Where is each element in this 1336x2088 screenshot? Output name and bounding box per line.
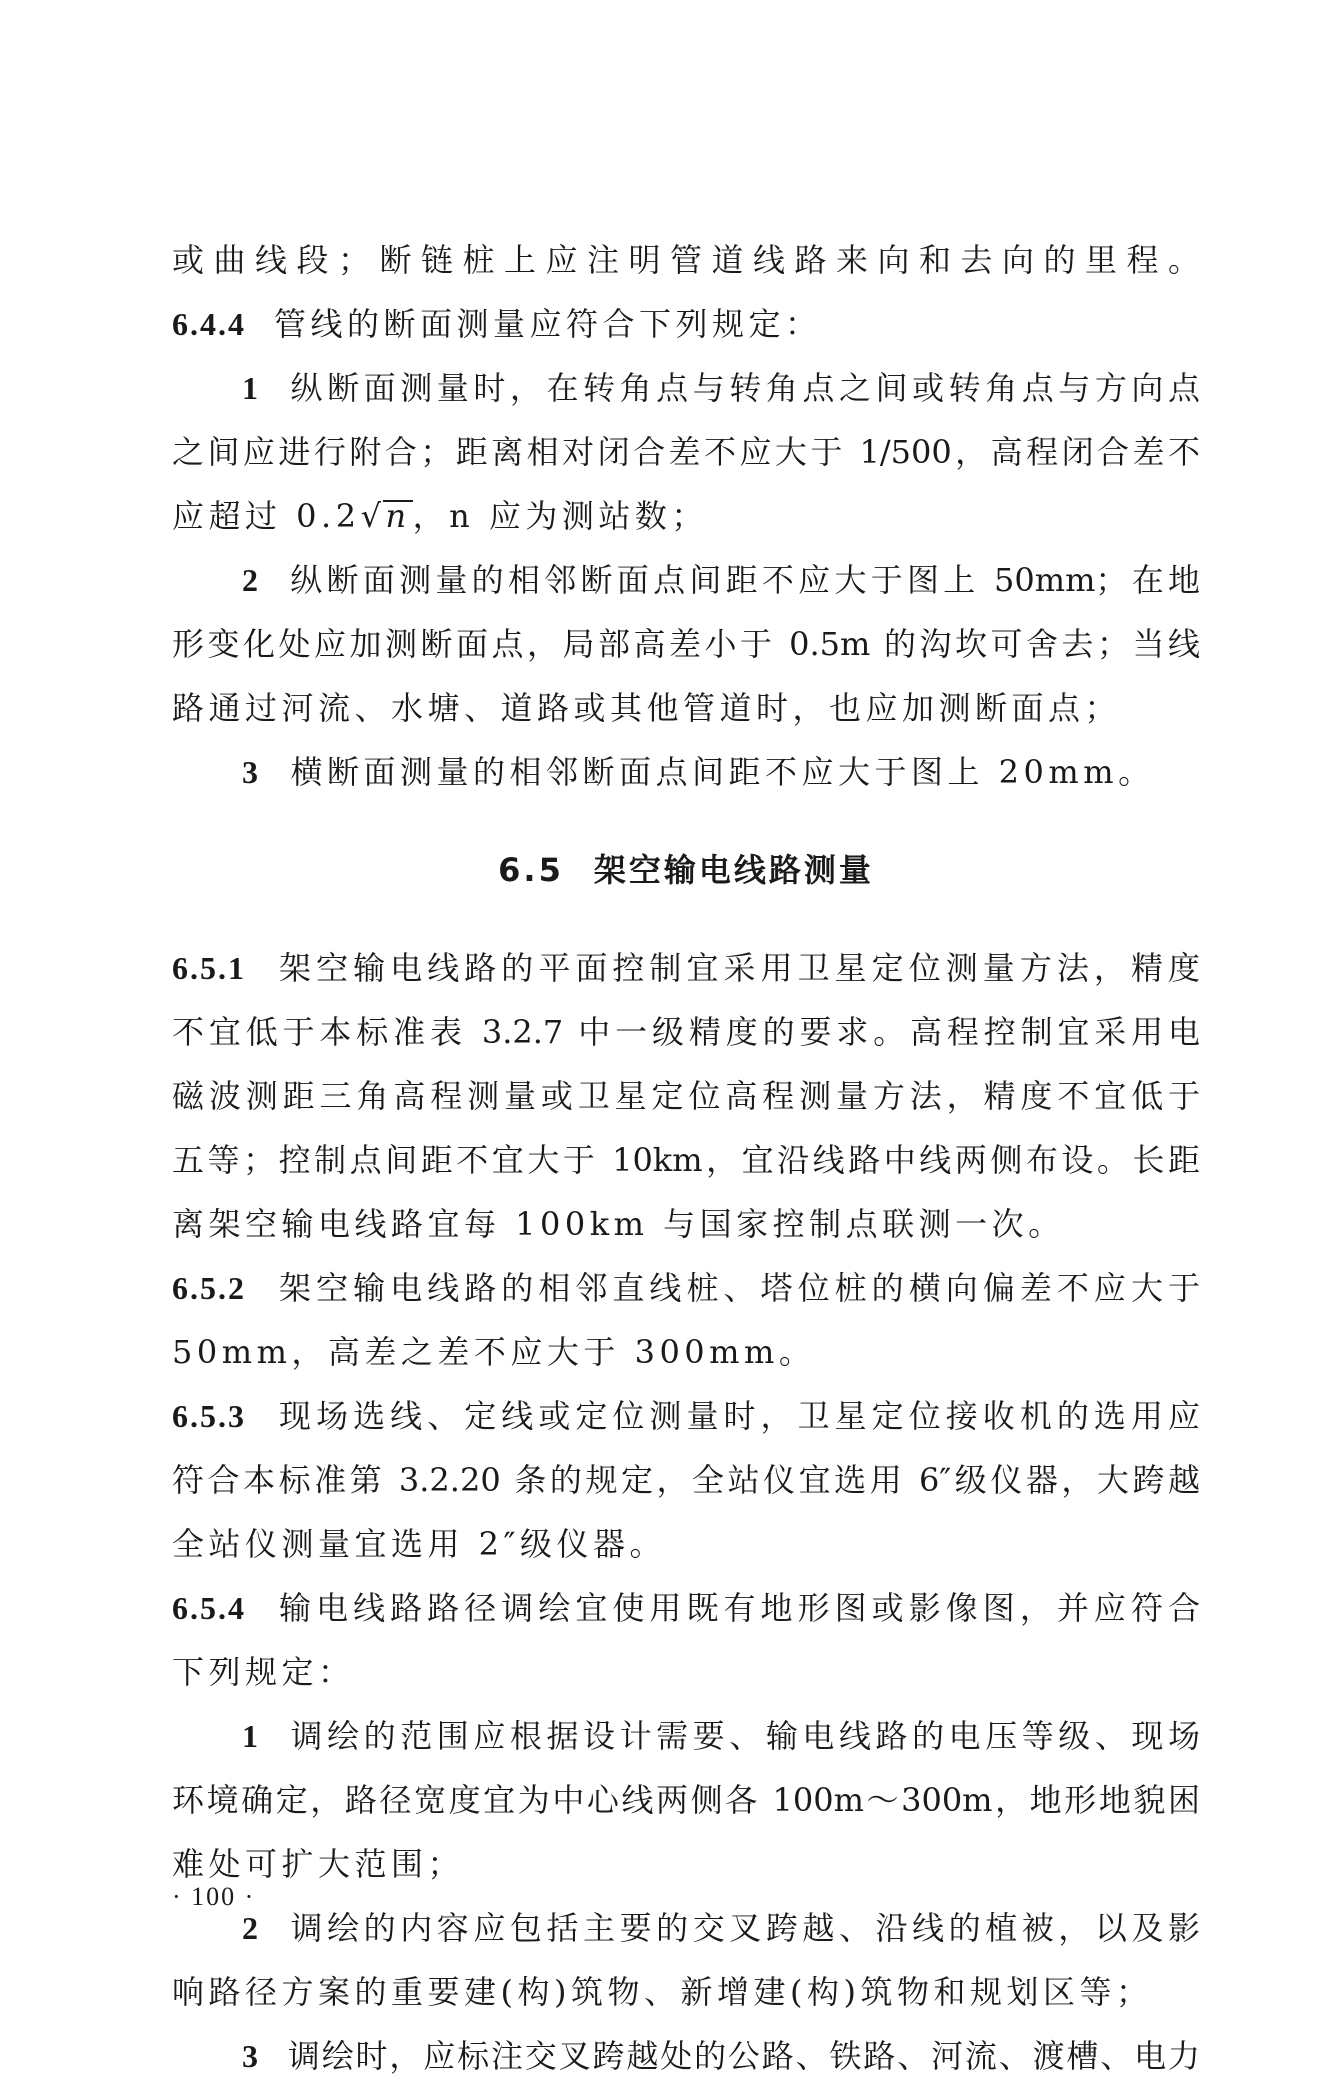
line-text: 现场选线、定线或定位测量时，卫星定位接收机的选用应 [274,1397,1200,1435]
list-item [172,740,1200,804]
text-line [172,1192,1200,1256]
list-item [172,356,1200,420]
clause-number: 6.4.4 [172,306,246,342]
list-item [172,2024,1200,2088]
page-number: · 100 · [172,1882,256,1911]
line-text: 50mm，高差之差不应大于 300mm。 [172,1333,816,1371]
line-text: 调绘的范围应根据设计需要、输电线路的电压等级、现场 [286,1717,1200,1755]
line-text: 全站仪测量宜选用 2″级仪器。 [172,1525,666,1563]
line-text: 横断面测量的相邻断面点间距不应大于图上 20mm。 [290,753,1155,791]
clause-number: 6.5.2 [172,1270,246,1306]
line-text: ，n 应为测站数； [412,497,708,535]
text-line [172,1960,1200,2024]
sqrt-sign-icon: √ [360,497,386,535]
item-number: 1 [242,1718,258,1754]
line-text: 环境确定，路径宽度宜为中心线两侧各 100m～300m，地形地貌困 [172,1781,1200,1819]
clause-heading [172,1384,1200,1448]
text-line [172,1128,1200,1192]
line-text: 纵断面测量时，在转角点与转角点之间或转角点与方向点 [286,369,1200,407]
text-line [172,1832,1200,1896]
item-number: 3 [242,2038,258,2074]
list-item [172,548,1200,612]
list-item [172,1896,1200,1960]
item-number: 3 [242,754,263,790]
clause-heading [172,292,1200,356]
item-number: 1 [242,370,258,406]
item-number: 2 [242,1910,258,1946]
line-text: 应超过 0.2 [172,497,361,535]
clause-number: 6.5.3 [172,1398,246,1434]
line-text: 或曲线段；断链桩上应注明管道线路来向和去向的里程。 [172,241,1200,279]
line-text: 架空输电线路的平面控制宜采用卫星定位测量方法，精度 [274,949,1200,987]
line-text: 不宜低于本标准表 3.2.7 中一级精度的要求。高程控制宜采用电 [172,1013,1200,1051]
line-text: 之间应进行附合；距离相对闭合差不应大于 1/500，高程闭合差不 [172,433,1200,471]
text-line [172,1448,1200,1512]
list-item [172,1704,1200,1768]
line-text: 架空输电线路的相邻直线桩、塔位桩的横向偏差不应大于 [274,1269,1200,1307]
clause-number: 6.5.1 [172,950,246,986]
line-text: 纵断面测量的相邻断面点间距不应大于图上 50mm；在地 [286,561,1200,599]
text-line [172,1512,1200,1576]
text-line [172,1000,1200,1064]
line-text: 输电线路路径调绘宜使用既有地形图或影像图，并应符合 [274,1589,1200,1627]
text-line [172,1768,1200,1832]
text-line [172,420,1200,484]
clause-number: 6.5.4 [172,1590,246,1626]
line-text: 调绘的内容应包括主要的交叉跨越、沿线的植被，以及影 [286,1909,1200,1947]
document-page [172,228,1200,2088]
line-text: 符合本标准第 3.2.20 条的规定，全站仪宜选用 6″级仪器，大跨越 [172,1461,1200,1499]
line-text: 响路径方案的重要建(构)筑物、新增建(构)筑物和规划区等； [172,1973,1153,2011]
line-text: 难处可扩大范围； [172,1845,465,1883]
sqrt-radicand: n [385,497,411,535]
line-text: 五等；控制点间距不宜大于 10km，宜沿线路中线两侧布设。长距 [172,1141,1200,1179]
text-line [172,676,1200,740]
line-text: 磁波测距三角高程测量或卫星定位高程测量方法，精度不宜低于 [172,1077,1200,1115]
section-number: 6.5 [498,851,564,889]
line-text: 路通过河流、水塘、道路或其他管道时，也应加测断面点； [172,689,1122,727]
clause-heading [172,936,1200,1000]
line-text: 形变化处应加测断面点，局部高差小于 0.5m 的沟坎可舍去；当线 [172,625,1200,663]
clause-heading [172,1256,1200,1320]
item-number: 2 [242,562,258,598]
section-title-text: 架空输电线路测量 [593,851,874,889]
text-line [172,228,1200,292]
line-text: 管线的断面测量应符合下列规定： [274,305,822,343]
text-line [172,1320,1200,1384]
text-line [172,612,1200,676]
text-line [172,1064,1200,1128]
line-text: 调绘时，应标注交叉跨越处的公路、铁路、河流、渡槽、电力 [286,2037,1200,2075]
line-text: 离架空输电线路宜每 100km 与国家控制点联测一次。 [172,1205,1065,1243]
clause-heading [172,1576,1200,1640]
text-line [172,1640,1200,1704]
line-text: 下列规定： [172,1653,355,1691]
text-line-formula [172,484,1200,548]
section-title [172,838,1200,902]
